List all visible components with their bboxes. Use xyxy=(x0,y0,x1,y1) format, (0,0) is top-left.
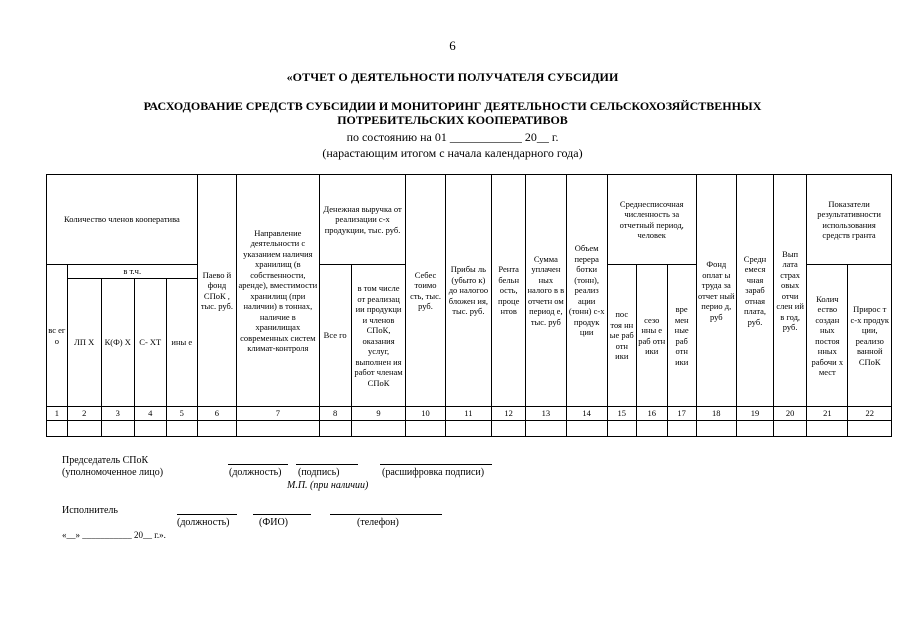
signature-line[interactable] xyxy=(296,464,358,465)
header-members-skh: С- ХТ xyxy=(134,279,166,407)
as-of-date: по состоянию на 01 ____________ 20__ г. xyxy=(346,130,559,144)
decoding-line[interactable] xyxy=(380,464,492,465)
header-insurance: Вып лата страх овых отчи слен ий в год, руб. xyxy=(774,175,807,407)
header-members-lph: ЛП Х xyxy=(67,279,101,407)
data-cell[interactable] xyxy=(166,421,197,437)
header-hc-permanent: пос тоя нн ые раб отн ики xyxy=(607,265,636,407)
executor-phone-line[interactable] xyxy=(330,514,442,515)
report-subtitle-line2: ПОТРЕБИТЕЛЬСКИХ КООПЕРАТИВОВ xyxy=(337,113,568,127)
header-cost: Себес тоимо сть, тыс. руб. xyxy=(406,175,445,407)
fio-caption: (ФИО) xyxy=(259,517,289,528)
empty-data-row xyxy=(47,421,892,437)
header-revenue-all: Все го xyxy=(319,265,351,407)
header-revenue-members: в том числе от реализац ии продукци и членов СПоК, оказания услуг, выполнен ия работ членам СПоК xyxy=(351,265,406,407)
data-cell[interactable] xyxy=(134,421,166,437)
header-activity: Направление деятельности с указанием наличия хранилищ (в собственности, аренде), вместимости хранилищ (при наличии) в тоннах, наличие в хранилищах современных систем климат-контроля xyxy=(237,175,320,407)
data-cell[interactable] xyxy=(526,421,566,437)
header-headcount: Среднесписочная численность за отчетный период, человек xyxy=(607,175,696,265)
col-number: 15 xyxy=(607,407,636,421)
col-number: 4 xyxy=(134,407,166,421)
data-cell[interactable] xyxy=(636,421,667,437)
col-number: 5 xyxy=(166,407,197,421)
stamp-note: М.П. (при наличии) xyxy=(287,480,369,491)
executor-position-caption: (должность) xyxy=(177,517,230,528)
header-incl: в т.ч. xyxy=(67,265,197,279)
header-members: Количество членов кооператива xyxy=(47,175,198,265)
col-number: 16 xyxy=(636,407,667,421)
col-number: 22 xyxy=(848,407,892,421)
header-res-jobs: Колич ество создан ных постоя нных рабочи х мест xyxy=(807,265,848,407)
col-number: 10 xyxy=(406,407,445,421)
col-number: 12 xyxy=(492,407,526,421)
header-taxes: Сумма уплачен ных налого в в отчетн ом период е, тыс. руб xyxy=(526,175,566,407)
header-members-other: ины е xyxy=(166,279,197,407)
col-number: 14 xyxy=(566,407,607,421)
col-number: 7 xyxy=(237,407,320,421)
header-revenue: Денежная выручка от реализации с-х продукции, тыс. руб. xyxy=(319,175,406,265)
header-hc-seasonal: сезо нны е раб отн ики xyxy=(636,265,667,407)
header-members-all: вс ег о xyxy=(47,265,68,407)
header-avg-salary: Средн емеся чная зараб отная плата, руб. xyxy=(736,175,773,407)
data-cell[interactable] xyxy=(101,421,134,437)
data-cell[interactable] xyxy=(807,421,848,437)
report-table xyxy=(46,174,892,437)
data-cell[interactable] xyxy=(736,421,773,437)
header-res-growth: Прирос т с-х продук ции, реализо ванной СПоК xyxy=(848,265,892,407)
header-profit: Прибы ль (убыто к) до налогоо бложен ия, тыс. руб. xyxy=(445,175,491,407)
col-number: 6 xyxy=(197,407,236,421)
data-cell[interactable] xyxy=(667,421,696,437)
executor-label: Исполнитель xyxy=(62,505,118,516)
col-number: 17 xyxy=(667,407,696,421)
decoding-caption: (расшифровка подписи) xyxy=(382,467,485,478)
date-field: «__» ___________ 20__ г.». xyxy=(62,530,166,540)
page-number: 6 xyxy=(449,38,456,53)
header-volume: Объем перера ботки (тонн), реализ ации (тонн) с-х продук ции xyxy=(566,175,607,407)
col-number: 2 xyxy=(67,407,101,421)
data-cell[interactable] xyxy=(67,421,101,437)
col-number: 8 xyxy=(319,407,351,421)
chairman-label: Председатель СПоК xyxy=(62,455,149,466)
data-cell[interactable] xyxy=(237,421,320,437)
header-payroll: Фонд оплат ы труда за отчет ный перио д, руб xyxy=(696,175,736,407)
header-results: Показатели результативности использования средств гранта xyxy=(807,175,892,265)
position-caption: (должность) xyxy=(229,467,282,478)
col-number: 13 xyxy=(526,407,566,421)
data-cell[interactable] xyxy=(696,421,736,437)
data-cell[interactable] xyxy=(445,421,491,437)
signature-caption: (подпись) xyxy=(298,467,340,478)
col-number: 1 xyxy=(47,407,68,421)
chairman-note: (уполномоченное лицо) xyxy=(62,467,164,478)
data-cell[interactable] xyxy=(319,421,351,437)
executor-position-line[interactable] xyxy=(177,514,237,515)
position-line[interactable] xyxy=(228,464,288,465)
data-cell[interactable] xyxy=(566,421,607,437)
data-cell[interactable] xyxy=(607,421,636,437)
report-subtitle-line1: РАСХОДОВАНИЕ СРЕДСТВ СУБСИДИИ И МОНИТОРИНГ ДЕЯТЕЛЬНОСТИ СЕЛЬСКОХОЗЯЙСТВЕННЫХ xyxy=(143,99,762,113)
col-number: 18 xyxy=(696,407,736,421)
header-profitability: Рента бельн ость, проце нтов xyxy=(492,175,526,407)
header-members-kfh: К(Ф) Х xyxy=(101,279,134,407)
col-number: 3 xyxy=(101,407,134,421)
col-number: 9 xyxy=(351,407,406,421)
data-cell[interactable] xyxy=(406,421,445,437)
data-cell[interactable] xyxy=(492,421,526,437)
report-title: «ОТЧЕТ О ДЕЯТЕЛЬНОСТИ ПОЛУЧАТЕЛЯ СУБСИДИИ xyxy=(286,70,619,84)
column-numbers-row xyxy=(47,407,892,421)
executor-fio-line[interactable] xyxy=(253,514,311,515)
data-cell[interactable] xyxy=(774,421,807,437)
data-cell[interactable] xyxy=(197,421,236,437)
data-cell[interactable] xyxy=(351,421,406,437)
report-subtitle xyxy=(0,99,905,127)
col-number: 20 xyxy=(774,407,807,421)
cumulative-note: (нарастающим итогом с начала календарного года) xyxy=(322,146,583,160)
header-hc-temporary: вре мен ные раб отн ики xyxy=(667,265,696,407)
data-cell[interactable] xyxy=(848,421,892,437)
phone-caption: (телефон) xyxy=(357,517,399,528)
header-share-fund: Паево й фонд СПоК , тыс. руб. xyxy=(197,175,236,407)
data-cell[interactable] xyxy=(47,421,68,437)
col-number: 21 xyxy=(807,407,848,421)
col-number: 19 xyxy=(736,407,773,421)
col-number: 11 xyxy=(445,407,491,421)
